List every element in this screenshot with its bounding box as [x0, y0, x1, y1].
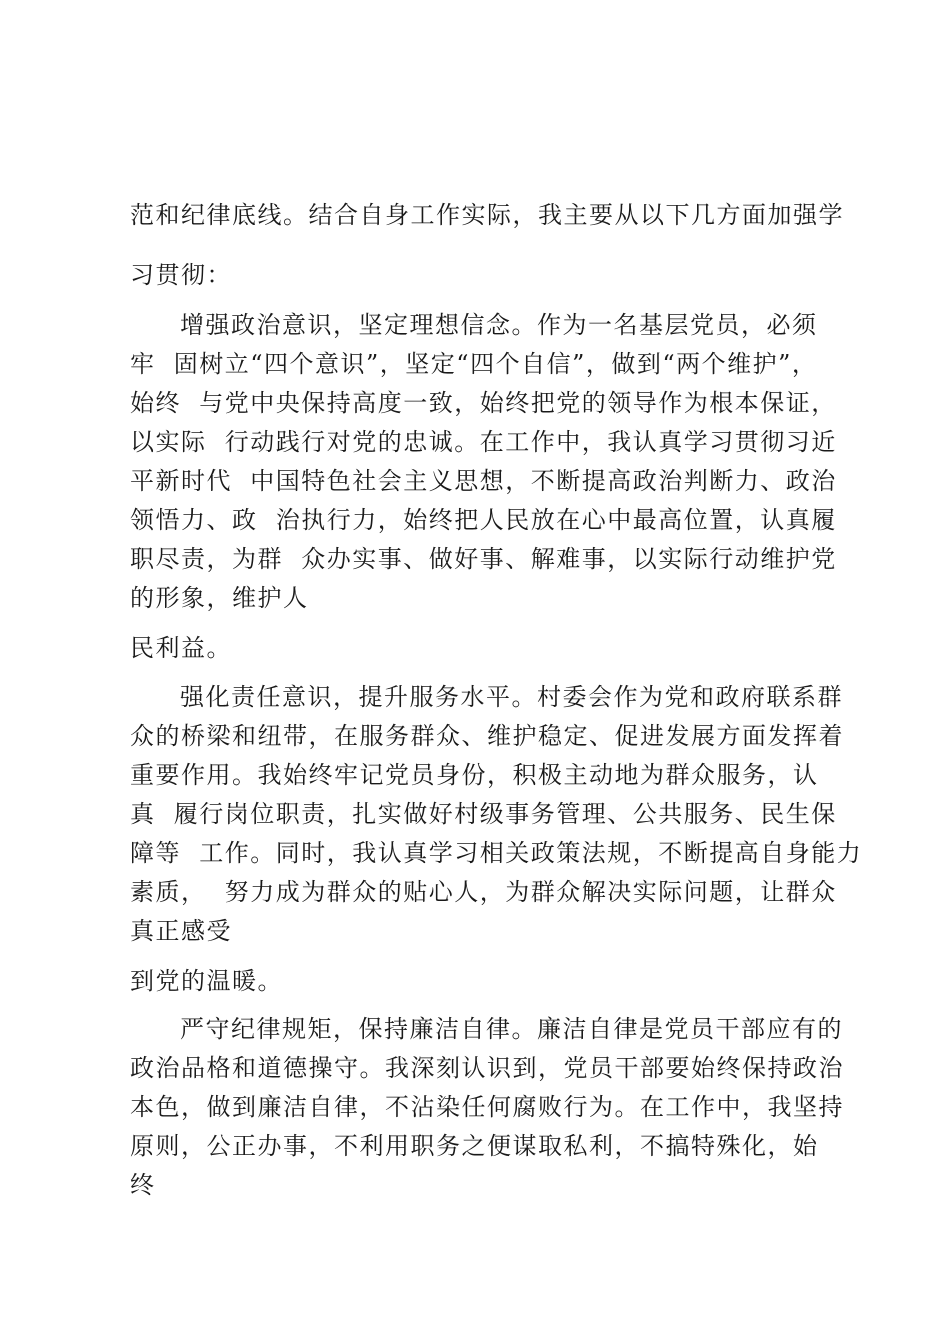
- text-line: 的形象，维护人: [130, 584, 309, 612]
- paragraph-first-line: 强化责任意识，提升服务水平。村委会作为党和政府联系群: [180, 683, 843, 711]
- text-line: 职尽责，为群 众办实事、做好事、解难事，以实际行动维护党: [130, 545, 837, 573]
- text-line: 素质， 努力成为群众的贴心人，为群众解决实际问题，让群众: [130, 878, 837, 906]
- text-line: 真正感受: [130, 917, 232, 945]
- text-line: 本色，做到廉洁自律，不沾染任何腐败行为。在工作中，我坚持: [130, 1093, 844, 1121]
- text-line: 政治品格和道德操守。我深刻认识到，党员干部要始终保持政治: [130, 1054, 844, 1082]
- text-line: 领悟力、政 治执行力，始终把人民放在心中最高位置，认真履: [130, 506, 837, 534]
- text-line: 始终 与党中央保持高度一致，始终把党的领导作为根本保证，: [130, 389, 837, 417]
- paragraph-first-line: 严守纪律规矩，保持廉洁自律。廉洁自律是党员干部应有的: [180, 1015, 843, 1043]
- text-line: 民利益。: [130, 634, 232, 662]
- text-line: 习贯彻：: [130, 261, 232, 289]
- text-line: 重要作用。我始终牢记党员身份，积极主动地为群众服务，认: [130, 761, 819, 789]
- text-line: 障等 工作。同时，我认真学习相关政策法规，不断提高自身能力: [130, 839, 863, 867]
- text-line: 真 履行岗位职责，扎实做好村级事务管理、公共服务、民生保: [130, 800, 837, 828]
- text-line: 众的桥梁和纽带，在服务群众、维护稳定、促进发展方面发挥着: [130, 722, 844, 750]
- text-line: 牢 固树立“四个意识”，坚定“四个自信”，做到“两个维护”，: [130, 350, 818, 378]
- text-line: 到党的温暖。: [130, 967, 283, 995]
- paragraph-first-line: 增强政治意识，坚定理想信念。作为一名基层党员，必须: [180, 311, 818, 339]
- text-line: 终: [130, 1171, 156, 1199]
- text-line: 平新时代 中国特色社会主义思想，不断提高政治判断力、政治: [130, 467, 837, 495]
- text-line: 原则，公正办事，不利用职务之便谋取私利，不搞特殊化，始: [130, 1132, 819, 1160]
- text-line: 以实际 行动践行对党的忠诚。在工作中，我认真学习贯彻习近: [130, 428, 837, 456]
- text-line: 范和纪律底线。结合自身工作实际，我主要从以下几方面加强学: [130, 201, 844, 229]
